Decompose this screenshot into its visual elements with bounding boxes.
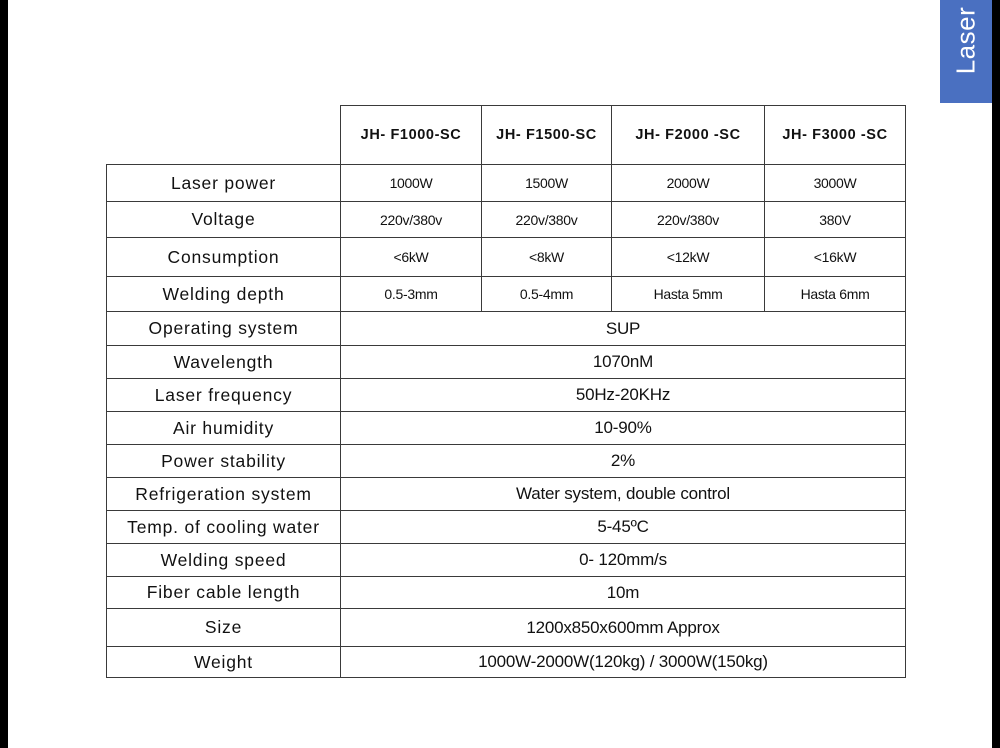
spec-sheet-page bbox=[8, 0, 992, 748]
cell-value: <6kW bbox=[341, 238, 482, 277]
cell-value-shared: Water system, double control bbox=[341, 478, 906, 511]
row-label: Laser power bbox=[107, 165, 341, 202]
cell-value: 220v/380v bbox=[341, 202, 482, 238]
cell-value-shared: 1000W-2000W(120kg) / 3000W(150kg) bbox=[341, 647, 906, 678]
row-label: Welding depth bbox=[107, 277, 341, 312]
table-row bbox=[107, 346, 906, 379]
side-tab bbox=[940, 0, 992, 103]
table-row bbox=[107, 445, 906, 478]
table-row bbox=[107, 577, 906, 609]
cell-value-shared: 10m bbox=[341, 577, 906, 609]
row-label: Voltage bbox=[107, 202, 341, 238]
cell-value: <16kW bbox=[765, 238, 906, 277]
table-row bbox=[107, 412, 906, 445]
table-row bbox=[107, 478, 906, 511]
cell-value: <12kW bbox=[612, 238, 765, 277]
table-row bbox=[107, 379, 906, 412]
model-header: JH- F2000 -SC bbox=[612, 106, 765, 165]
cell-value: 380V bbox=[765, 202, 906, 238]
row-label: Laser frequency bbox=[107, 379, 341, 412]
cell-value: 220v/380v bbox=[482, 202, 612, 238]
table-row bbox=[107, 238, 906, 277]
row-label: Fiber cable length bbox=[107, 577, 341, 609]
cell-value: 1500W bbox=[482, 165, 612, 202]
cell-value-shared: 50Hz-20KHz bbox=[341, 379, 906, 412]
header-row bbox=[107, 106, 906, 165]
row-label: Consumption bbox=[107, 238, 341, 277]
table-row bbox=[107, 609, 906, 647]
model-header: JH- F1500-SC bbox=[482, 106, 612, 165]
cell-value-shared: 2% bbox=[341, 445, 906, 478]
table-row bbox=[107, 277, 906, 312]
cell-value: 2000W bbox=[612, 165, 765, 202]
row-label: Power stability bbox=[107, 445, 341, 478]
spec-table bbox=[106, 105, 906, 678]
cell-value: 3000W bbox=[765, 165, 906, 202]
row-label: Refrigeration system bbox=[107, 478, 341, 511]
row-label: Weight bbox=[107, 647, 341, 678]
header-corner bbox=[107, 106, 341, 165]
cell-value: Hasta 6mm bbox=[765, 277, 906, 312]
cell-value: 220v/380v bbox=[612, 202, 765, 238]
row-label: Temp. of cooling water bbox=[107, 511, 341, 544]
cell-value: <8kW bbox=[482, 238, 612, 277]
model-header: JH- F3000 -SC bbox=[765, 106, 906, 165]
cell-value: Hasta 5mm bbox=[612, 277, 765, 312]
side-tab-label: Laser bbox=[950, 6, 981, 75]
cell-value: 0.5-3mm bbox=[341, 277, 482, 312]
cell-value: 1000W bbox=[341, 165, 482, 202]
model-header: JH- F1000-SC bbox=[341, 106, 482, 165]
cell-value-shared: SUP bbox=[341, 312, 906, 346]
cell-value: 0.5-4mm bbox=[482, 277, 612, 312]
row-label: Operating system bbox=[107, 312, 341, 346]
table-row bbox=[107, 511, 906, 544]
table-row bbox=[107, 647, 906, 678]
cell-value-shared: 1200x850x600mm Approx bbox=[341, 609, 906, 647]
table-row bbox=[107, 312, 906, 346]
cell-value-shared: 1070nM bbox=[341, 346, 906, 379]
row-label: Welding speed bbox=[107, 544, 341, 577]
table-row bbox=[107, 165, 906, 202]
row-label: Air humidity bbox=[107, 412, 341, 445]
cell-value-shared: 10-90% bbox=[341, 412, 906, 445]
row-label: Size bbox=[107, 609, 341, 647]
table-row bbox=[107, 202, 906, 238]
row-label: Wavelength bbox=[107, 346, 341, 379]
table-row bbox=[107, 544, 906, 577]
cell-value-shared: 0- 120mm/s bbox=[341, 544, 906, 577]
cell-value-shared: 5-45ºC bbox=[341, 511, 906, 544]
